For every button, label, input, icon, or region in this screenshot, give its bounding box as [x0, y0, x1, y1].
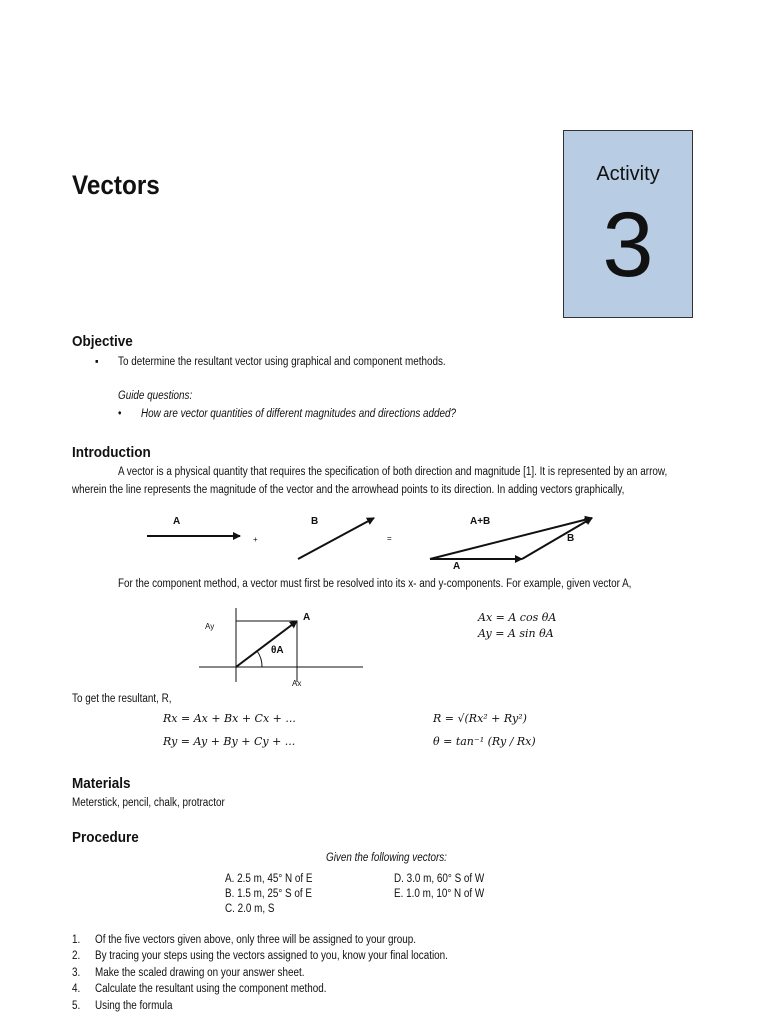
angle-arc [257, 651, 262, 667]
page-title: Vectors [72, 170, 160, 200]
step-number: 5. [72, 1000, 81, 1012]
equation-ax: Ax = A cos θA [478, 611, 557, 624]
guide-question: How are vector quantities of different magnitudes and directions added? [141, 408, 457, 420]
introduction-heading: Introduction [72, 444, 151, 461]
fig2-label-ay: Ay [205, 622, 215, 631]
vector-list-item: B. 1.5 m, 25° S of E [225, 888, 312, 900]
fig2-label-a: A [303, 612, 311, 623]
objective-heading: Objective [72, 333, 133, 350]
guide-bullet-marker: • [118, 408, 122, 420]
component-method-line: For the component method, a vector must first be resolved into its x- and y-components. For example, given vector A, [118, 578, 632, 590]
step-text: Calculate the resultant using the component method. [95, 983, 327, 995]
step-number: 3. [72, 967, 81, 979]
vector-list-item: E. 1.0 m, 10° N of W [394, 888, 485, 900]
fig1-label-b: B [311, 516, 319, 527]
activity-number: 3 [602, 194, 654, 296]
step-number: 4. [72, 983, 81, 995]
fig2-label-ax: Ax [292, 679, 302, 688]
equation-ay: Ay = A sin θA [478, 627, 554, 640]
step-text: By tracing your steps using the vectors assigned to you, know your final location. [95, 950, 448, 962]
equation-ry: Ry = Ay + By + Cy + ... [163, 735, 296, 748]
equation-r: R = √(Rx² + Ry²) [433, 712, 527, 725]
vector-list-item: D. 3.0 m, 60° S of W [394, 873, 485, 885]
intro-paragraph-line1: A vector is a physical quantity that requires the specification of both direction and magnitude [1]. It is represented by an arrow, [118, 466, 668, 478]
fig1-label-b2: B [567, 533, 575, 544]
fig1-equals: = [387, 534, 392, 543]
resultant-line: To get the resultant, R, [72, 693, 172, 705]
intro-paragraph-line2: wherein the line represents the magnitude of the vector and the arrowhead points to its direction. In adding vectors graphically, [72, 484, 625, 496]
vector-a-component-arrow [236, 621, 297, 667]
fig1-label-sum: A+B [470, 516, 491, 527]
vector-list-item: C. 2.0 m, S [225, 903, 275, 915]
sum-vector-b-arrow [522, 518, 592, 559]
step-text: Of the five vectors given above, only three will be assigned to your group. [95, 934, 417, 946]
step-number: 2. [72, 950, 81, 962]
fig1-label-a: A [173, 516, 181, 527]
objective-bullet-marker: ▪ [95, 356, 99, 368]
guide-questions-label: Guide questions: [118, 390, 193, 402]
vector-b-arrow [298, 518, 374, 559]
fig1-plus: + [253, 535, 258, 544]
given-vectors-label: Given the following vectors: [326, 852, 447, 864]
fig2-label-theta: θA [271, 645, 284, 656]
step-text: Make the scaled drawing on your answer sheet. [95, 967, 305, 979]
materials-text: Meterstick, pencil, chalk, protractor [72, 797, 225, 809]
step-number: 1. [72, 934, 81, 946]
step-text: Using the formula [95, 1000, 173, 1012]
procedure-heading: Procedure [72, 829, 139, 846]
equation-rx: Rx = Ax + Bx + Cx + ... [163, 712, 296, 725]
activity-label: Activity [596, 163, 660, 185]
vector-list-item: A. 2.5 m, 45° N of E [225, 873, 313, 885]
materials-heading: Materials [72, 775, 131, 792]
objective-text: To determine the resultant vector using graphical and component methods. [118, 356, 446, 368]
equation-theta: θ = tan⁻¹ (Ry / Rx) [433, 735, 536, 748]
fig1-label-a2: A [453, 561, 461, 572]
